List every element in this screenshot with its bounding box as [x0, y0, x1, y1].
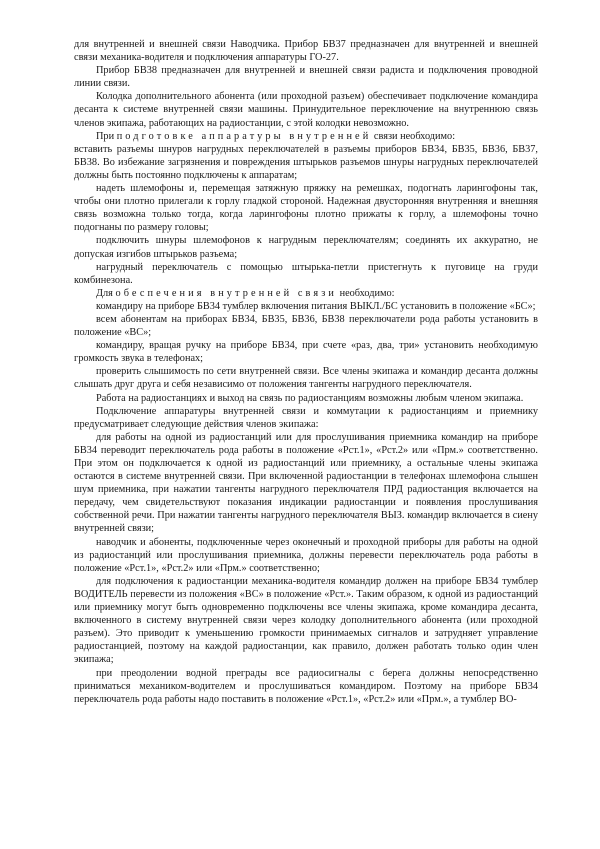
- paragraph-bv38: Прибор БВ38 предназначен для внутренней и внешней связи радиста и подключения проводной линии связи.: [74, 65, 538, 90]
- paragraph-connection-actions: Подключение аппаратуры внутренней связи и коммутации к радиостанциям и приемнику предусматривает следующие действия членов экипажа:: [74, 405, 538, 430]
- paragraph-extra-subscriber: Колодка дополнительного абонента (или проходной разъем) обеспечивает подключение командира десанта к системе внутренней связи машины. Принудительное переключение на внутреннюю связь членов экипажа, работающих на радиостанции, с этой колодки невозможно.: [74, 91, 538, 129]
- paragraph-radio-work: Работа на радиостанциях и выход на связь по радиостанциям возможны любым членом экипажа.: [96, 392, 524, 404]
- paragraph-volume: командиру, вращая ручку на приборе БВ34, при счете «раз, два, три» установить необходимую громкость звука в телефонах;: [74, 340, 538, 365]
- paragraph-driver-connection: для подключения к радиостанции механика-водителя командир должен на приборе БВ34 тумблер ВОДИТЕЛЬ перевести из положения «ВС» в положение «Рст.». Таким образом, к одной из радиостанций или приемнику могут быть одновременно подключены все члены экипажа, кроме командира десанта, включенного в систему внутренней связи через колодку дополнительного абонента (или проходной разъем). Это приводит к уменьшению громкости принимаемых сигналов и затрудняет управление радиостанцией, поэтому на каждой радиостанции, как правило, должен работать только один член экипажа;: [74, 575, 538, 666]
- paragraph-check-audibility: проверить слышимость по сети внутренней связи. Все члены экипажа и командир десанта должны слышать друг друга и себя независимо от положения тангенты нагрудного переключателя.: [74, 366, 538, 391]
- heading-preparation-prefix: При: [96, 130, 115, 142]
- paragraph-navigator-devices: для внутренней и внешней связи Наводчика. Прибор БВ37 предназначен для внутренней и внешней связи механика-водителя и подключения аппаратуры ГО-27.: [74, 39, 538, 64]
- heading-ensuring: [74, 287, 538, 300]
- paragraph-headsets: надеть шлемофоны и, перемещая затяжную пряжку на ремешках, подогнать ларингофоны так, чтобы они плотно прилегали к горлу гладкой стороной. Надежная двусторонняя внутренняя и внешняя связь возможна только тогда, когда ларингофоны плотно прижаты к горлу, а шлемофоны точно подогнаны по размеру головы;: [74, 183, 538, 234]
- paragraph-commander-radio: для работы на одной из радиостанций или для прослушивания приемника командир на приборе БВ34 переводит переключатель рода работы в положение «Рст.1», «Рст.2» или «Прм.» соответственно. При этом он подключается к одной из радиостанций или приемнику, а остальные члены экипажа остаются в системе внутренней связи. При включенной радиостанции в телефонах шлемофона слышен шум приемника, при нажатии тангенты нагрудного переключателя ПРД радиостанция включается на передачу, чем свидетельствуют показания индикации радиостанции и появления прослушивания собственной речи. При нажатии тангенты нагрудного переключателя ВЫЗ. командир включается в сиену внутренней связи;: [74, 431, 538, 535]
- heading-ensuring-prefix: Для: [96, 287, 113, 299]
- paragraph-insert-connectors: вставить разъемы шнуров нагрудных переключателей в разъемы приборов БВ34, БВ35, БВ36, БВ37, БВ38. Во избежание загрязнения и повреждения штырьков разъемов шнуры нагрудных переключателей должны быть постоянно подключены к аппаратам;: [74, 143, 538, 181]
- paragraph-mode-switches: всем абонентам на приборах БВ34, БВ35, БВ36, БВ38 переключатели рода работы установить в положение «ВС»;: [74, 313, 538, 339]
- paragraph-chest-switch: нагрудный переключатель с помощью штырька-петли пристегнуть к пуговице на груди комбинезона.: [74, 261, 538, 286]
- heading-ensuring-suffix: необходимо:: [339, 287, 395, 299]
- paragraph-power-switch: командиру на приборе БВ34 тумблер включения питания ВЫКЛ./БС установить в положение «БС»;: [96, 300, 536, 312]
- heading-preparation: [74, 130, 538, 143]
- paragraph-gunner-subscribers: наводчик и абоненты, подключенные через оконечный и проходной приборы для работы на одной из радиостанций или прослушивания приемника, должны перевести переключатель рода работы в положение «Рст.1», «Рст.2» или «Прм.» соответственно;: [74, 536, 538, 574]
- paragraph-connect-cords: подключить шнуры шлемофонов к нагрудным переключателям; соединять их аккуратно, не допуская изгибов штырьков разъема;: [74, 235, 538, 260]
- heading-ensuring-spaced: обеспечения внутренней связи: [115, 287, 337, 299]
- heading-preparation-suffix: связи необходимо:: [373, 130, 456, 142]
- heading-preparation-spaced: подготовке аппаратуры внутренней: [116, 130, 372, 142]
- paragraph-water-obstacle: при преодолении водной преграды все радиосигналы с берега должны непосредственно приниматься механиком-водителем и прослушиваться командиром. Поэтому на приборе БВ34 переключатель рода работы надо поставить в положение «Рст.1», «Рст.2» или «Прм.», а тумблер ВО-: [74, 667, 538, 705]
